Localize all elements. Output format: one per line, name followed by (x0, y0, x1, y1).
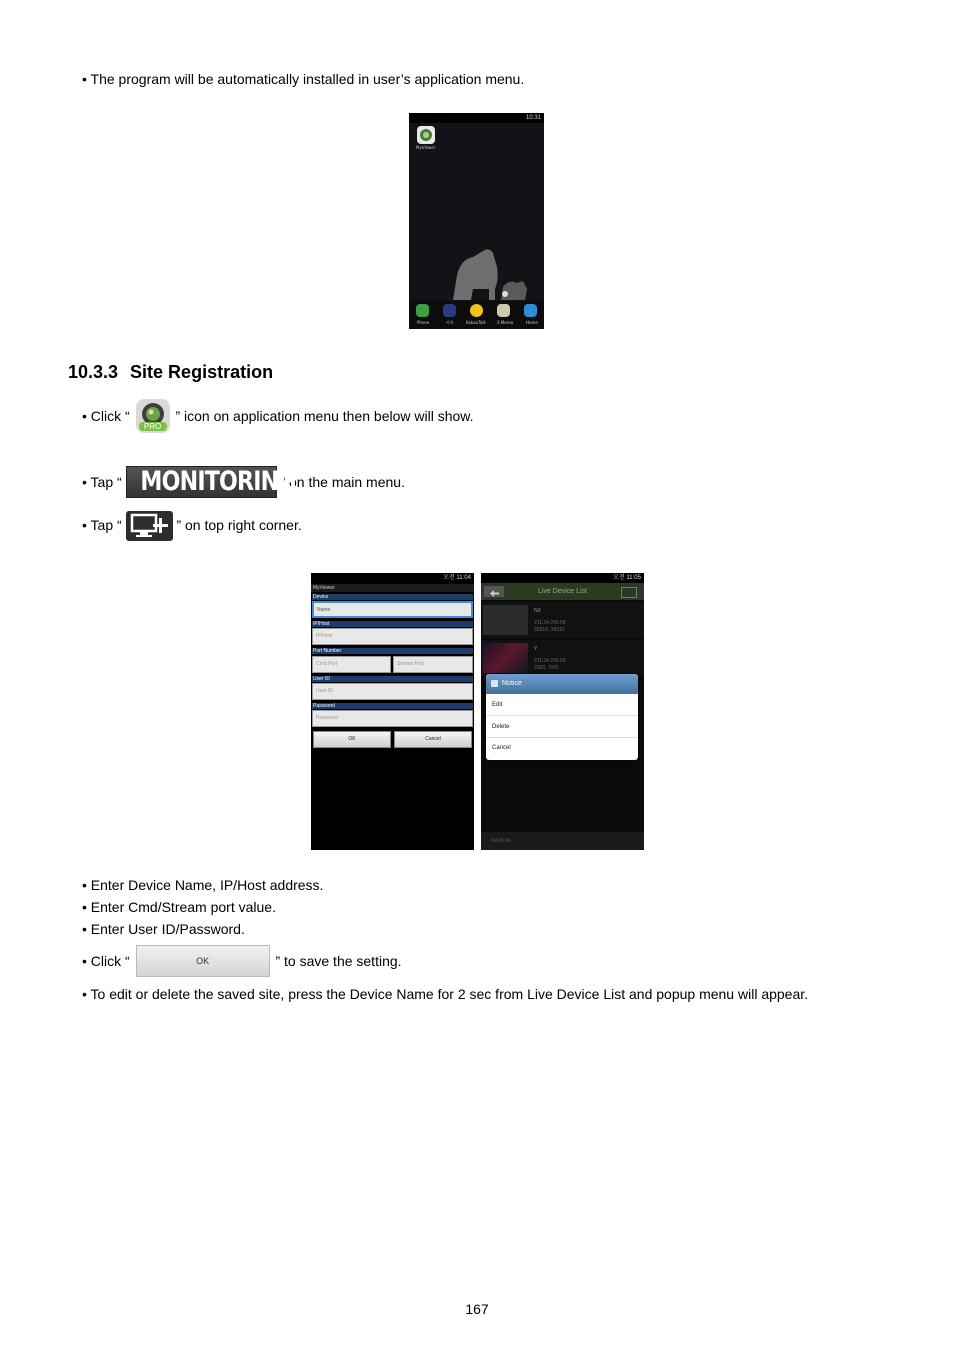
site-form-screenshot (311, 573, 474, 850)
device-ports: 7000, 7001 (534, 665, 560, 671)
list-header (481, 583, 644, 600)
monitoring-button-label: MONITORING (139, 466, 296, 497)
device-thumbnail (483, 643, 528, 673)
iphost-input[interactable]: IP/Host (312, 628, 473, 645)
device-name: Y (534, 646, 538, 652)
chat-icon (443, 304, 456, 317)
ok-button-label: OK (196, 956, 210, 966)
step-click-prefix: • Click “ (82, 408, 130, 424)
section-title: Site Registration (130, 362, 274, 382)
bullet-port: • Enter Cmd/Stream port value. (82, 899, 276, 915)
device-row[interactable] (481, 640, 644, 676)
dock-label-phone: Phone (417, 320, 430, 325)
step-tap-suffix: ” on the main menu. (280, 474, 405, 490)
list-status-bar: 오전 11:05 (481, 573, 644, 583)
pro-app-icon (134, 398, 172, 434)
form-cancel-button[interactable]: Cancel (394, 731, 472, 748)
form-status-bar: 오전 11:04 (311, 573, 474, 584)
dock-label-memo: S Memo (497, 320, 514, 325)
step-tap-monitoring (82, 466, 405, 498)
device-label: Device (312, 594, 473, 600)
step-tap-add (82, 510, 302, 541)
device-row[interactable] (481, 602, 644, 638)
device-address: 211.34.200.68 (534, 620, 566, 626)
password-label: Password (312, 703, 473, 709)
form-ok-button[interactable]: OK (313, 731, 391, 748)
iphost-label: IP/Host (312, 621, 473, 627)
notice-popup (486, 674, 638, 760)
device-address: 211.34.200.68 (534, 658, 566, 664)
add-device-small-icon[interactable] (621, 587, 637, 598)
wallpaper-horse-icon (443, 245, 533, 303)
dock (409, 301, 544, 329)
list-footer: MANUAL (481, 832, 644, 850)
home-icon (524, 304, 537, 317)
app-label: MyViewer (416, 145, 436, 150)
step-click-ok (82, 945, 402, 977)
password-input[interactable]: Password (312, 710, 473, 727)
step-add-prefix: • Tap “ (82, 517, 122, 533)
click-ok-suffix: ” to save the setting. (275, 953, 402, 969)
form-app-title: MyViewer (311, 584, 474, 592)
section-number: 10.3.3 (68, 362, 119, 382)
list-title: Live Device List (537, 588, 588, 595)
live-device-list-screenshot (481, 573, 644, 850)
notice-title: Notice (486, 674, 638, 694)
device-ports: 30010, 30010 (534, 627, 565, 633)
stream-port-input[interactable]: Stream Port (393, 656, 473, 673)
page-number: 167 (465, 1301, 489, 1317)
phone-icon (416, 304, 429, 317)
add-device-icon (126, 511, 173, 541)
step-add-suffix: ” on top right corner. (176, 517, 302, 533)
popup-edit-option[interactable]: Edit (486, 695, 638, 716)
intro-text: • The program will be automatically installed in user’s application menu. (82, 71, 525, 87)
memo-icon (497, 304, 510, 317)
device-thumbnail (483, 605, 528, 635)
notice-icon (491, 680, 498, 687)
bullet-userid: • Enter User ID/Password. (82, 921, 245, 937)
userid-label: User ID (312, 676, 473, 682)
cmd-port-input[interactable]: Cmd Port (312, 656, 391, 673)
userid-input[interactable]: User ID (312, 683, 473, 700)
section-heading (68, 362, 273, 383)
dock-label-kakao: KakaoTalk (466, 320, 486, 325)
device-name: NX (534, 608, 541, 614)
dock-label-home: Home (526, 320, 538, 325)
dock-label-chat: 카톡 (446, 320, 454, 325)
port-label: Port Number (312, 648, 473, 654)
step-tap-prefix: • Tap “ (82, 474, 122, 490)
app-icon (417, 126, 435, 144)
step-click-icon (82, 398, 474, 434)
popup-cancel-option[interactable]: Cancel (492, 745, 511, 751)
monitoring-button (126, 466, 296, 498)
click-ok-prefix: • Click “ (82, 953, 130, 969)
kakaotalk-icon (470, 304, 483, 317)
pro-badge: PRO (143, 422, 162, 431)
step-click-suffix: ” icon on application menu then below will show. (175, 408, 474, 424)
bullet-device-name: • Enter Device Name, IP/Host address. (82, 877, 324, 893)
edit-note: • To edit or delete the saved site, press the Device Name for 2 sec from Live Device List and popup menu will appear. (82, 986, 809, 1002)
status-bar: 10:31 (409, 113, 544, 123)
ok-button-image (136, 945, 270, 977)
device-name-input[interactable]: Name (312, 601, 473, 618)
home-screen-screenshot (409, 113, 544, 329)
popup-delete-option[interactable]: Delete (486, 717, 638, 738)
